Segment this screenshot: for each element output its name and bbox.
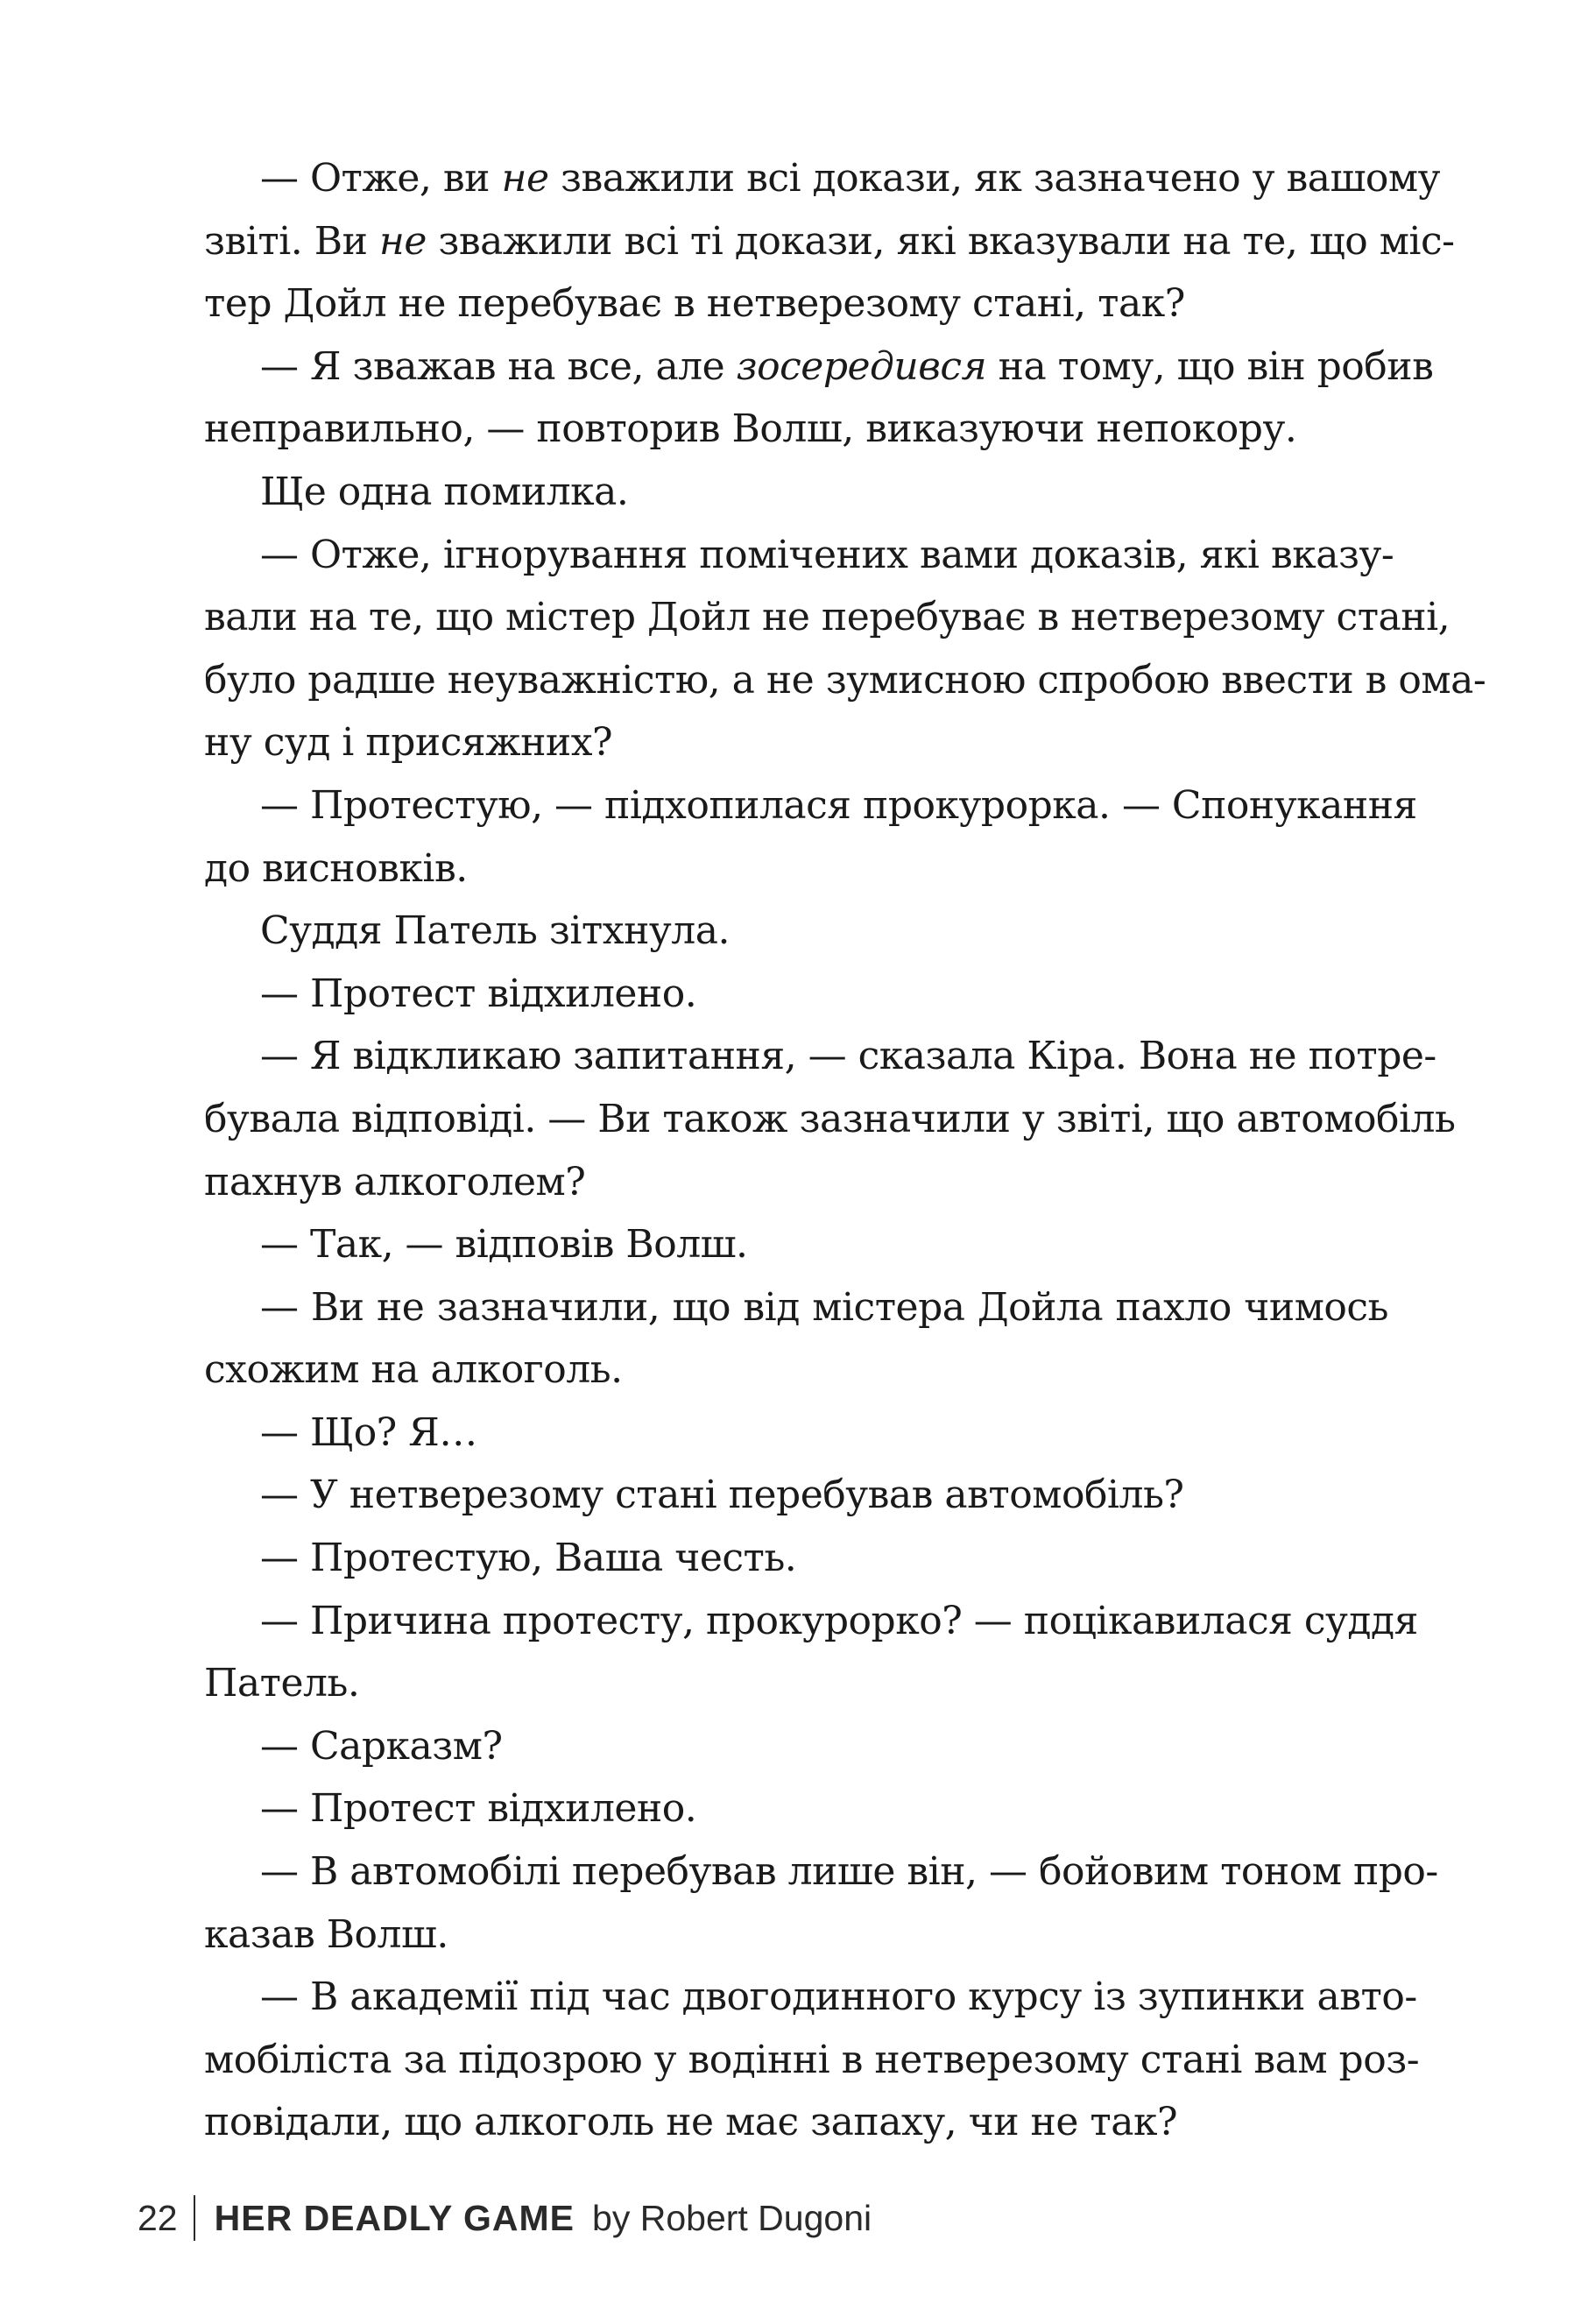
text-line: — В академії під час двогодинного курсу із зупинки авто-	[260, 1974, 1417, 2020]
author-byline: by Robert Dugoni	[592, 2197, 872, 2238]
book-title: HER DEADLY GAME	[214, 2197, 575, 2238]
text-line: — У нетверезому стані перебував автомобіль?	[260, 1473, 1184, 1518]
page-number: 22	[138, 2197, 178, 2238]
text-line: тер Дойл не перебуває в нетверезому стані, так?	[204, 281, 1185, 327]
text-line: Ще одна помилка.	[260, 469, 629, 514]
text-line: казав Волш.	[204, 1911, 448, 1957]
page-footer	[138, 2192, 872, 2244]
text-line: повідали, що алкоголь не має запаху, чи не так?	[204, 2100, 1178, 2145]
text-line: бувала відповіді. — Ви також зазначили у звіті, що автомобіль	[204, 1096, 1456, 1141]
text-line: мобіліста за підозрою у водінні в нетверезому стані вам роз-	[204, 2037, 1420, 2082]
text-line: Суддя Патель зітхнула.	[260, 908, 730, 954]
text-line: Патель.	[204, 1661, 360, 1706]
text-line: — Так, — відповів Волш.	[260, 1222, 748, 1268]
text-line: пахнув алкоголем?	[204, 1159, 586, 1204]
text-line: було радше неуважністю, а не зумисною спробою ввести в ома-	[204, 657, 1486, 703]
text-line: вали на те, що містер Дойл не перебуває в нетверезому стані,	[204, 595, 1450, 640]
text-line: — Причина протесту, прокурорко? — поцікавилася суддя	[260, 1598, 1418, 1643]
text-line: — Я зважав на все, але зосередився на тому, що він робив	[260, 343, 1434, 389]
text-line: неправильно, — повторив Волш, виказуючи непокору.	[204, 406, 1297, 452]
text-line: — Ви не зазначили, що від містера Дойла пахло чимось	[260, 1284, 1388, 1330]
footer-divider	[194, 2195, 195, 2241]
text-line: — Сарказм?	[260, 1723, 503, 1769]
text-line: — Отже, ви не зважили всі докази, як зазначено у вашому	[260, 156, 1441, 201]
text-line: — Що? Я…	[260, 1409, 477, 1455]
text-line: — Отже, ігнорування помічених вами доказів, які вказу-	[260, 532, 1394, 577]
body-text	[204, 147, 1486, 2154]
text-line: ну суд і присяжних?	[204, 720, 613, 766]
text-line: — Протестую, — підхопилася прокурорка. — Спонукання	[260, 782, 1417, 828]
text-line: — Я відкликаю запитання, — сказала Кіра. Вона не потре-	[260, 1034, 1436, 1079]
text-line: — Протест відхилено.	[260, 1786, 697, 1832]
text-line: — Протест відхилено.	[260, 971, 697, 1016]
text-line: до висновків.	[204, 845, 468, 891]
text-line: звіті. Ви не зважили всі ті докази, які вказували на те, що міс-	[204, 218, 1455, 264]
text-line: — Протестую, Ваша честь.	[260, 1536, 797, 1581]
text-line: — В автомобілі перебував лише він, — бойовим тоном про-	[260, 1849, 1438, 1895]
text-line: схожим на алкоголь.	[204, 1347, 623, 1393]
